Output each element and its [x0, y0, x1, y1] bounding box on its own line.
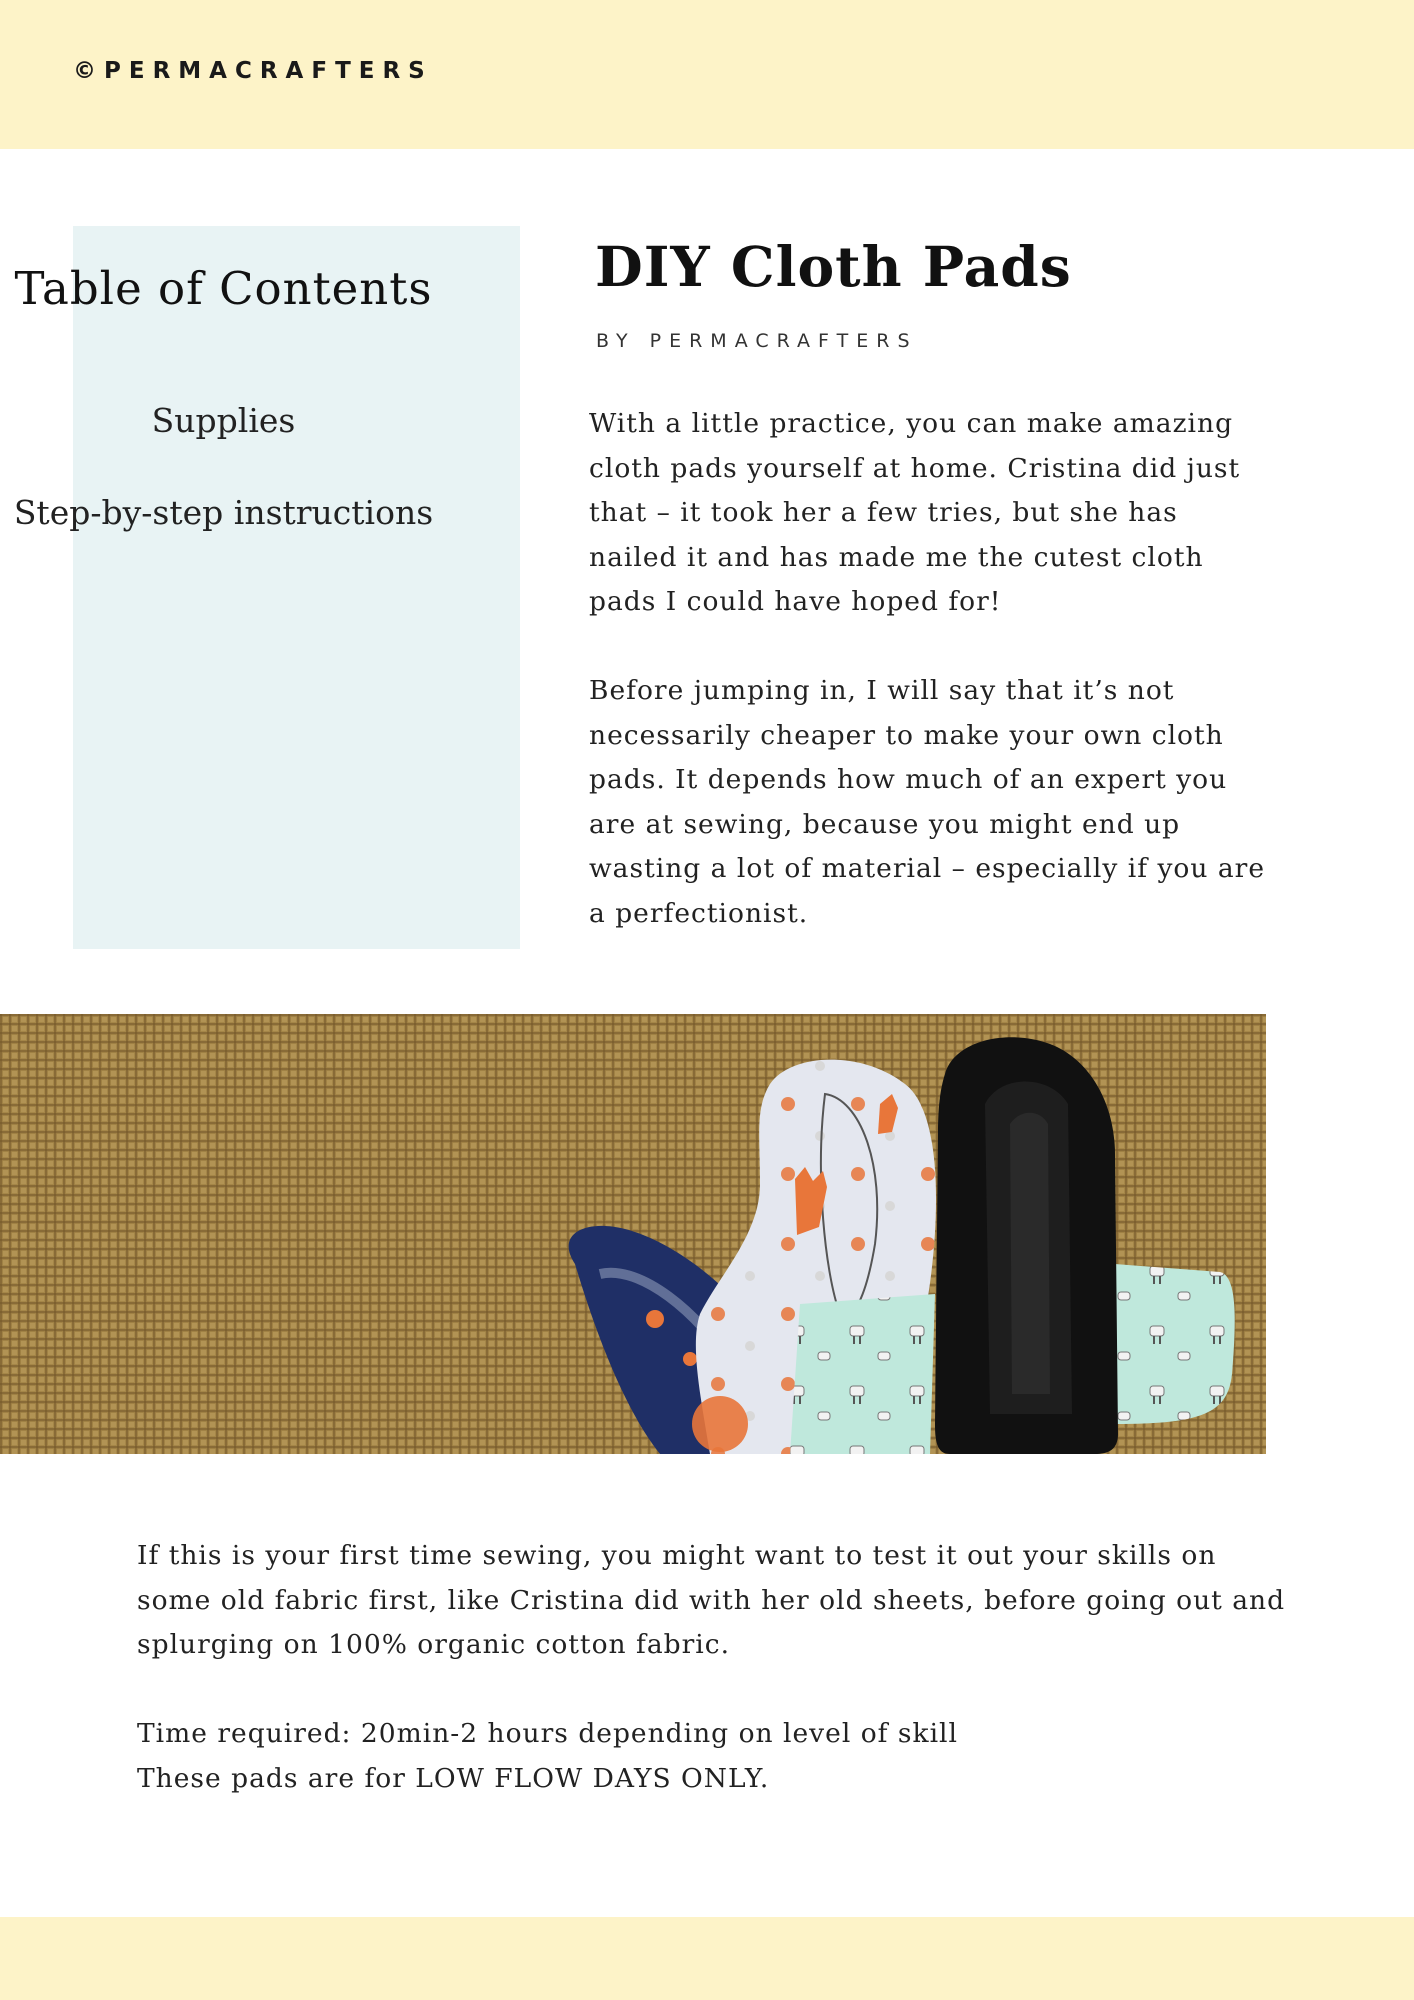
- footer-band: [0, 1917, 1414, 2000]
- time-and-flow-notes: [137, 1712, 1287, 1801]
- body-paragraph: If this is your first time sewing, you might want to test it out your skills on some old fabric first, like Cristina did with her old sheets, before going out and splurging on 100% organic cotton fabric.: [137, 1540, 1286, 1660]
- toc-item-supplies[interactable]: Supplies: [151, 401, 296, 440]
- intro-paragraph: Before jumping in, I will say that it’s not necessarily cheaper to make your own cloth pads. It depends how much of an expert you are at sewing, because you might end up wasting a lot of material – especially if you are a perfectionist.: [589, 675, 1266, 929]
- body-text: [137, 1534, 1287, 1801]
- article-title: DIY Cloth Pads: [595, 234, 1072, 299]
- hero-image: [0, 1014, 1266, 1454]
- article-byline: BY PERMACRAFTERS: [596, 330, 918, 352]
- brand-logo-text: ©PERMACRAFTERS: [73, 58, 433, 84]
- mint-pad-wing: [1115, 1264, 1235, 1424]
- time-required: Time required: 20min-2 hours depending on level of skill: [137, 1718, 958, 1749]
- header-band: [0, 0, 1414, 149]
- table-of-contents: [73, 226, 520, 949]
- toc-title: Table of Contents: [14, 262, 433, 315]
- intro-text: [589, 402, 1269, 936]
- intro-paragraph: With a little practice, you can make amazing cloth pads yourself at home. Cristina did just that – it took her a few tries, but she has nailed it and has made me the cutest cloth pads I could have hoped for!: [589, 408, 1241, 617]
- toc-item-step-by-step-instructions[interactable]: Step-by-step instructions: [13, 493, 434, 532]
- cloth-pads-photo-icon: [0, 1014, 1266, 1454]
- flow-note: These pads are for LOW FLOW DAYS ONLY.: [137, 1762, 770, 1794]
- mint-pad: [790, 1294, 935, 1454]
